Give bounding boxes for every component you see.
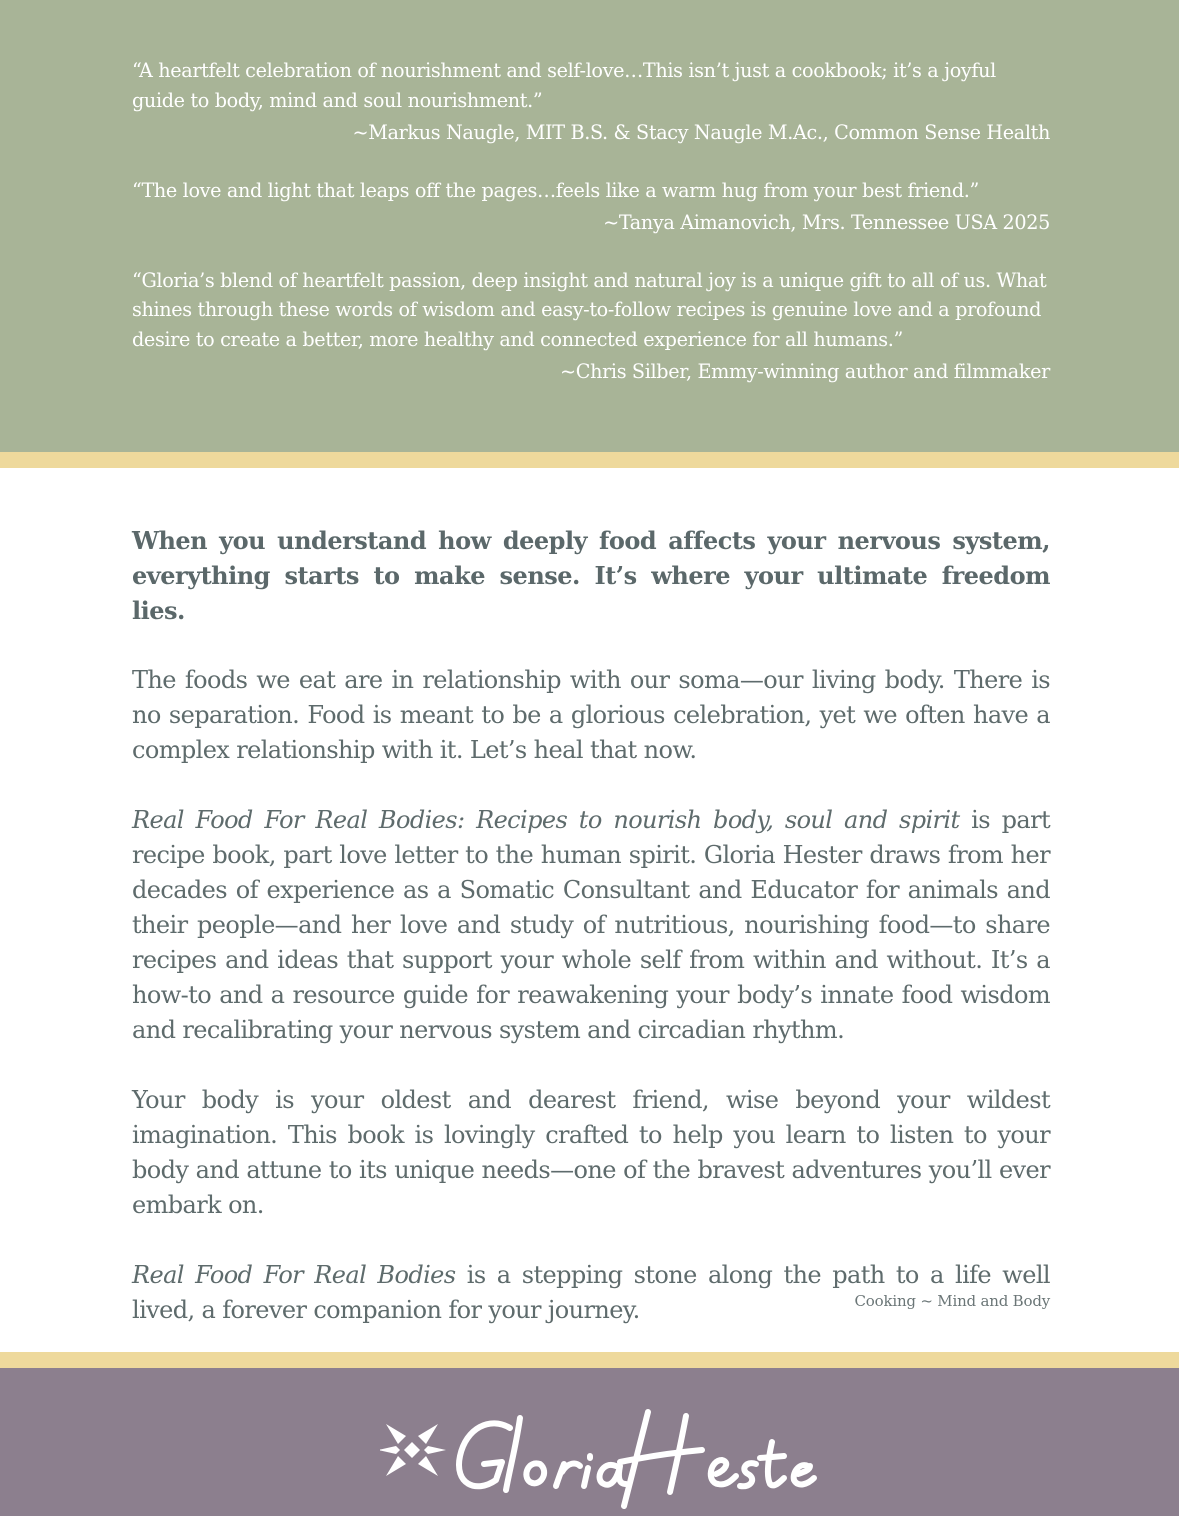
paragraph-text: is a stepping stone along the path to a life well lived, a forever companion for your journey. — [132, 1261, 1050, 1324]
book-category: Cooking ~ Mind and Body — [854, 1292, 1050, 1310]
book-description — [132, 523, 1050, 1363]
logo-script — [459, 1412, 814, 1506]
quote-block — [132, 56, 1050, 148]
paragraph-text: is part recipe book, part love letter to the human spirit. Gloria Hester draws from her decades of experience as a Somatic Consultant and Educator for animals and their people—and her love and study of nutritious, nourishing food—to share recipes and ideas that support your whole self from within and without. It’s a how-to and a resource guide for reawakening your body’s innate food wisdom and recalibrating your nervous system and circadian rhythm. — [132, 806, 1050, 1044]
quote-text: “Gloria’s blend of heartfelt passion, deep insight and natural joy is a unique gift to all of us. What shines through these words of wisdom and easy-to-follow recipes is genuine love and a profound desire to create a better, more healthy and connected experience for all humans.” — [132, 268, 1047, 351]
quote-text: “A heartfelt celebration of nourishment and self-love…This isn’t just a cookbook; it’s a joyful guide to body, mind and soul nourishment.” — [132, 59, 996, 112]
description-paragraph-3: Your body is your oldest and dearest friend, wise beyond your wildest imagination. This book is lovingly crafted to help you learn to listen to your body and attune to its unique needs—one of the bravest adventures you’ll ever embark on. — [132, 1086, 1050, 1219]
divider-stripe-bottom — [0, 1352, 1179, 1368]
quote-block — [132, 266, 1050, 387]
divider-stripe-top — [0, 452, 1179, 468]
quote-attribution: ~Chris Silber, Emmy-winning author and filmmaker — [560, 360, 1050, 383]
quote-attribution: ~Tanya Aimanovich, Mrs. Tennessee USA 2025 — [603, 211, 1050, 234]
description-paragraph-1: The foods we eat are in relationship with our soma—our living body. There is no separation. Food is meant to be a glorious celebration, yet we often have a complex relationship with it. Let’s heal that now. — [132, 666, 1050, 764]
quote-block — [132, 176, 1050, 238]
description-paragraph-2 — [132, 803, 1050, 1048]
praise-quotes — [132, 56, 1050, 415]
gloria-hester-logo — [380, 1398, 820, 1516]
book-title-short: Real Food For Real Bodies — [132, 1261, 456, 1289]
book-title: Real Food For Real Bodies: Recipes to nourish body, soul and spirit — [132, 806, 960, 834]
quote-attribution: ~Markus Naugle, MIT B.S. & Stacy Naugle M.Ac., Common Sense Health — [352, 121, 1050, 144]
star-burst-icon — [380, 1424, 446, 1476]
lead-statement: When you understand how deeply food affects your nervous system, everything starts to make sense. It’s where your ultimate freedom lies. — [132, 526, 1050, 625]
quote-text: “The love and light that leaps off the pages…feels like a warm hug from your best friend.” — [132, 178, 980, 202]
